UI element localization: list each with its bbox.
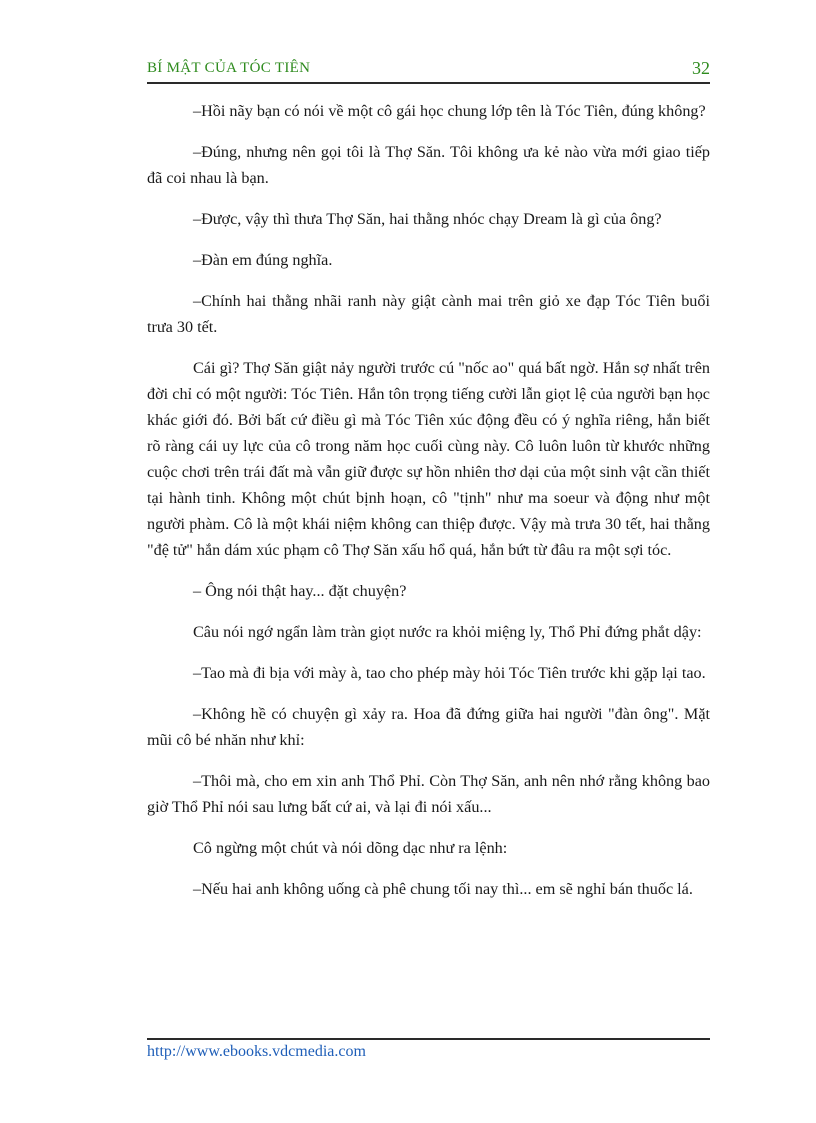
paragraph: –Được, vậy thì thưa Thợ Săn, hai thằng nhóc chạy Dream là gì của ông? — [193, 210, 662, 228]
paragraph: Cái gì? Thợ Săn giật nảy người trước cú "nốc ao" quá bất ngờ. Hắn sợ nhất trên đời chỉ có một người: Tóc Tiên. Hắn tôn trọng tiếng cười lẫn giọt lệ của người bạn học khác giới đó. Bởi bất cứ điều gì mà Tóc Tiên xúc động đều có ý nghĩa riêng, hắn biết rõ ràng cái uy lực của cô trong năm học cuối cùng này. Cô luôn luôn từ khước những cuộc chơi trên trái đất mà vẫn giữ được sự hồn nhiên thơ dại của một sinh vật cần thiết tại hành tinh. Không một chút bịnh hoạn, cô "tịnh" như ma soeur và động như một người phàm. Cô là một khái niệm không can thiệp được. Vậy mà trưa 30 tết, hai thằng "đệ tử" hắn dám xúc phạm cô Thợ Săn xấu hổ quá, hắn bứt từ đâu ra một sợi tóc. — [147, 359, 710, 559]
paragraph: Cô ngừng một chút và nói dõng dạc như ra lệnh: — [193, 839, 508, 857]
paragraph: –Hồi nãy bạn có nói về một cô gái học chung lớp tên là Tóc Tiên, đúng không? — [193, 102, 706, 120]
paragraph: –Thôi mà, cho em xin anh Thổ Phỉ. Còn Thợ Săn, anh nên nhớ rằng không bao giờ Thổ Phỉ nói sau lưng bất cứ ai, và lại đi nói xấu... — [147, 772, 710, 816]
page-header — [147, 58, 710, 84]
footer-divider — [147, 1038, 710, 1040]
book-title: BÍ MẬT CỦA TÓC TIÊN — [147, 60, 311, 76]
paragraph: –Đúng, nhưng nên gọi tôi là Thợ Săn. Tôi không ưa kẻ nào vừa mới giao tiếp đã coi nhau là bạn. — [147, 143, 710, 187]
paragraph: – Ông nói thật hay... đặt chuyện? — [193, 582, 407, 600]
paragraph: –Nếu hai anh không uống cà phê chung tối nay thì... em sẽ nghỉ bán thuốc lá. — [193, 880, 693, 898]
paragraph: –Không hề có chuyện gì xảy ra. Hoa đã đứng giữa hai người "đàn ông". Mặt mũi cô bé nhăn như khỉ: — [147, 705, 710, 749]
paragraph: Câu nói ngớ ngẩn làm tràn giọt nước ra khỏi miệng ly, Thổ Phỉ đứng phắt dậy: — [193, 623, 702, 641]
paragraph: –Đàn em đúng nghĩa. — [193, 251, 333, 269]
page-body — [147, 98, 710, 917]
paragraph: –Tao mà đi bịa với mày à, tao cho phép mày hỏi Tóc Tiên trước khi gặp lại tao. — [193, 664, 706, 682]
footer-url-link[interactable]: http://www.ebooks.vdcmedia.com — [147, 1043, 366, 1060]
paragraph: –Chính hai thằng nhãi ranh này giật cành mai trên giỏ xe đạp Tóc Tiên buổi trưa 30 tết. — [147, 292, 710, 336]
page-number: 32 — [692, 58, 710, 78]
